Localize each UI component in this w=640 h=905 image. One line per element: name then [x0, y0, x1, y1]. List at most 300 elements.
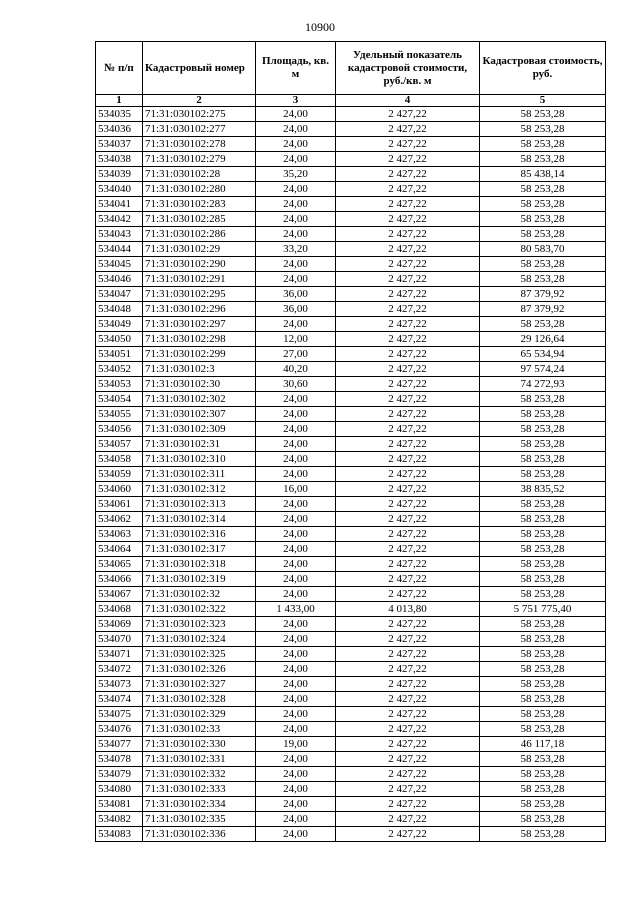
area-cell: 24,00 — [256, 662, 336, 677]
cadastral-value-cell: 87 379,92 — [480, 302, 606, 317]
area-cell: 24,00 — [256, 497, 336, 512]
cadastral-value-cell: 38 835,52 — [480, 482, 606, 497]
specific-value-cell: 2 427,22 — [336, 707, 480, 722]
area-cell: 24,00 — [256, 182, 336, 197]
table-row — [96, 182, 606, 197]
row-number-cell: 534069 — [96, 617, 143, 632]
row-number-cell: 534082 — [96, 812, 143, 827]
table-body — [96, 107, 606, 842]
cadastral-value-cell: 65 534,94 — [480, 347, 606, 362]
cadastral-number-cell: 71:31:030102:298 — [143, 332, 256, 347]
specific-value-cell: 2 427,22 — [336, 617, 480, 632]
row-number-cell: 534072 — [96, 662, 143, 677]
area-cell: 40,20 — [256, 362, 336, 377]
specific-value-cell: 2 427,22 — [336, 812, 480, 827]
row-number-cell: 534061 — [96, 497, 143, 512]
table-row — [96, 707, 606, 722]
cadastral-value-cell: 29 126,64 — [480, 332, 606, 347]
area-cell: 35,20 — [256, 167, 336, 182]
cadastral-number-cell: 71:31:030102:285 — [143, 212, 256, 227]
area-cell: 30,60 — [256, 377, 336, 392]
row-number-cell: 534068 — [96, 602, 143, 617]
table-row — [96, 257, 606, 272]
header-cadastral-value: Кадастровая стоимость, руб. — [480, 42, 606, 95]
column-number: 5 — [480, 95, 606, 107]
table-row — [96, 542, 606, 557]
specific-value-cell: 2 427,22 — [336, 767, 480, 782]
specific-value-cell: 2 427,22 — [336, 137, 480, 152]
area-cell: 24,00 — [256, 722, 336, 737]
specific-value-cell: 2 427,22 — [336, 227, 480, 242]
cadastral-number-cell: 71:31:030102:309 — [143, 422, 256, 437]
specific-value-cell: 2 427,22 — [336, 302, 480, 317]
area-cell: 24,00 — [256, 422, 336, 437]
cadastral-value-cell: 5 751 775,40 — [480, 602, 606, 617]
cadastral-value-cell: 58 253,28 — [480, 227, 606, 242]
area-cell: 24,00 — [256, 392, 336, 407]
table-row — [96, 122, 606, 137]
header-cadastral-number: Кадастровый номер — [143, 42, 256, 95]
table-row — [96, 722, 606, 737]
table-row — [96, 677, 606, 692]
area-cell: 24,00 — [256, 107, 336, 122]
cadastral-value-cell: 58 253,28 — [480, 212, 606, 227]
specific-value-cell: 2 427,22 — [336, 797, 480, 812]
table-row — [96, 437, 606, 452]
specific-value-cell: 2 427,22 — [336, 257, 480, 272]
cadastral-value-cell: 58 253,28 — [480, 647, 606, 662]
column-number: 1 — [96, 95, 143, 107]
cadastral-value-table — [95, 41, 606, 842]
area-cell: 24,00 — [256, 827, 336, 842]
cadastral-number-cell: 71:31:030102:283 — [143, 197, 256, 212]
area-cell: 24,00 — [256, 197, 336, 212]
specific-value-cell: 2 427,22 — [336, 632, 480, 647]
area-cell: 1 433,00 — [256, 602, 336, 617]
specific-value-cell: 2 427,22 — [336, 347, 480, 362]
cadastral-number-cell: 71:31:030102:33 — [143, 722, 256, 737]
cadastral-value-cell: 58 253,28 — [480, 317, 606, 332]
table-row — [96, 827, 606, 842]
specific-value-cell: 2 427,22 — [336, 452, 480, 467]
area-cell: 24,00 — [256, 227, 336, 242]
table-row — [96, 347, 606, 362]
table-row — [96, 452, 606, 467]
specific-value-cell: 2 427,22 — [336, 677, 480, 692]
table-row — [96, 272, 606, 287]
column-number: 3 — [256, 95, 336, 107]
row-number-cell: 534075 — [96, 707, 143, 722]
row-number-cell: 534043 — [96, 227, 143, 242]
table-row — [96, 107, 606, 122]
area-cell: 12,00 — [256, 332, 336, 347]
cadastral-value-cell: 58 253,28 — [480, 827, 606, 842]
cadastral-number-cell: 71:31:030102:335 — [143, 812, 256, 827]
cadastral-number-cell: 71:31:030102:275 — [143, 107, 256, 122]
column-number-row — [96, 95, 606, 107]
table-row — [96, 137, 606, 152]
row-number-cell: 534071 — [96, 647, 143, 662]
area-cell: 24,00 — [256, 752, 336, 767]
specific-value-cell: 2 427,22 — [336, 152, 480, 167]
cadastral-number-cell: 71:31:030102:277 — [143, 122, 256, 137]
cadastral-number-cell: 71:31:030102:291 — [143, 272, 256, 287]
area-cell: 24,00 — [256, 512, 336, 527]
row-number-cell: 534045 — [96, 257, 143, 272]
table-row — [96, 617, 606, 632]
cadastral-value-cell: 58 253,28 — [480, 437, 606, 452]
row-number-cell: 534083 — [96, 827, 143, 842]
specific-value-cell: 2 427,22 — [336, 407, 480, 422]
row-number-cell: 534038 — [96, 152, 143, 167]
row-number-cell: 534052 — [96, 362, 143, 377]
cadastral-value-cell: 58 253,28 — [480, 692, 606, 707]
row-number-cell: 534054 — [96, 392, 143, 407]
specific-value-cell: 2 427,22 — [336, 737, 480, 752]
cadastral-value-cell: 58 253,28 — [480, 617, 606, 632]
area-cell: 24,00 — [256, 587, 336, 602]
specific-value-cell: 2 427,22 — [336, 542, 480, 557]
cadastral-value-cell: 58 253,28 — [480, 197, 606, 212]
area-cell: 24,00 — [256, 452, 336, 467]
cadastral-value-cell: 58 253,28 — [480, 122, 606, 137]
cadastral-value-cell: 58 253,28 — [480, 782, 606, 797]
cadastral-value-cell: 58 253,28 — [480, 797, 606, 812]
row-number-cell: 534060 — [96, 482, 143, 497]
cadastral-number-cell: 71:31:030102:322 — [143, 602, 256, 617]
row-number-cell: 534059 — [96, 467, 143, 482]
row-number-cell: 534041 — [96, 197, 143, 212]
area-cell: 24,00 — [256, 707, 336, 722]
table-row — [96, 407, 606, 422]
cadastral-number-cell: 71:31:030102:3 — [143, 362, 256, 377]
specific-value-cell: 2 427,22 — [336, 557, 480, 572]
cadastral-number-cell: 71:31:030102:326 — [143, 662, 256, 677]
cadastral-number-cell: 71:31:030102:290 — [143, 257, 256, 272]
cadastral-number-cell: 71:31:030102:332 — [143, 767, 256, 782]
cadastral-number-cell: 71:31:030102:323 — [143, 617, 256, 632]
cadastral-value-cell: 58 253,28 — [480, 467, 606, 482]
table-row — [96, 242, 606, 257]
page-number: 10900 — [305, 20, 335, 34]
area-cell: 24,00 — [256, 272, 336, 287]
row-number-cell: 534050 — [96, 332, 143, 347]
area-cell: 36,00 — [256, 287, 336, 302]
cadastral-value-cell: 58 253,28 — [480, 107, 606, 122]
table-row — [96, 227, 606, 242]
area-cell: 24,00 — [256, 767, 336, 782]
cadastral-number-cell: 71:31:030102:334 — [143, 797, 256, 812]
specific-value-cell: 2 427,22 — [336, 197, 480, 212]
table-row — [96, 512, 606, 527]
column-number: 4 — [336, 95, 480, 107]
cadastral-value-cell: 58 253,28 — [480, 572, 606, 587]
row-number-cell: 534049 — [96, 317, 143, 332]
area-cell: 24,00 — [256, 542, 336, 557]
cadastral-number-cell: 71:31:030102:280 — [143, 182, 256, 197]
row-number-cell: 534051 — [96, 347, 143, 362]
table-row — [96, 812, 606, 827]
specific-value-cell: 2 427,22 — [336, 692, 480, 707]
area-cell: 24,00 — [256, 212, 336, 227]
row-number-cell: 534039 — [96, 167, 143, 182]
cadastral-value-cell: 58 253,28 — [480, 662, 606, 677]
area-cell: 19,00 — [256, 737, 336, 752]
cadastral-value-cell: 58 253,28 — [480, 527, 606, 542]
cadastral-number-cell: 71:31:030102:312 — [143, 482, 256, 497]
table-row — [96, 332, 606, 347]
area-cell: 24,00 — [256, 797, 336, 812]
table-row — [96, 752, 606, 767]
cadastral-number-cell: 71:31:030102:314 — [143, 512, 256, 527]
row-number-cell: 534057 — [96, 437, 143, 452]
specific-value-cell: 2 427,22 — [336, 287, 480, 302]
area-cell: 24,00 — [256, 632, 336, 647]
area-cell: 24,00 — [256, 407, 336, 422]
area-cell: 24,00 — [256, 152, 336, 167]
specific-value-cell: 2 427,22 — [336, 572, 480, 587]
specific-value-cell: 2 427,22 — [336, 107, 480, 122]
specific-value-cell: 2 427,22 — [336, 497, 480, 512]
specific-value-cell: 2 427,22 — [336, 782, 480, 797]
row-number-cell: 534035 — [96, 107, 143, 122]
row-number-cell: 534044 — [96, 242, 143, 257]
specific-value-cell: 2 427,22 — [336, 272, 480, 287]
cadastral-number-cell: 71:31:030102:319 — [143, 572, 256, 587]
specific-value-cell: 2 427,22 — [336, 467, 480, 482]
cadastral-number-cell: 71:31:030102:336 — [143, 827, 256, 842]
table-row — [96, 662, 606, 677]
row-number-cell: 534055 — [96, 407, 143, 422]
cadastral-value-cell: 58 253,28 — [480, 152, 606, 167]
row-number-cell: 534036 — [96, 122, 143, 137]
row-number-cell: 534079 — [96, 767, 143, 782]
header-specific-value: Удельный показатель кадастровой стоимости, руб./кв. м — [336, 42, 480, 95]
table-row — [96, 152, 606, 167]
cadastral-number-cell: 71:31:030102:286 — [143, 227, 256, 242]
table-row — [96, 797, 606, 812]
table-row — [96, 692, 606, 707]
cadastral-value-cell: 58 253,28 — [480, 452, 606, 467]
table-row — [96, 767, 606, 782]
cadastral-value-cell: 58 253,28 — [480, 812, 606, 827]
specific-value-cell: 2 427,22 — [336, 317, 480, 332]
cadastral-number-cell: 71:31:030102:317 — [143, 542, 256, 557]
area-cell: 24,00 — [256, 782, 336, 797]
row-number-cell: 534063 — [96, 527, 143, 542]
cadastral-value-cell: 58 253,28 — [480, 392, 606, 407]
table-row — [96, 362, 606, 377]
specific-value-cell: 4 013,80 — [336, 602, 480, 617]
area-cell: 24,00 — [256, 692, 336, 707]
row-number-cell: 534080 — [96, 782, 143, 797]
specific-value-cell: 2 427,22 — [336, 392, 480, 407]
area-cell: 24,00 — [256, 137, 336, 152]
cadastral-value-cell: 58 253,28 — [480, 557, 606, 572]
specific-value-cell: 2 427,22 — [336, 377, 480, 392]
cadastral-value-cell: 58 253,28 — [480, 182, 606, 197]
cadastral-value-cell: 58 253,28 — [480, 677, 606, 692]
cadastral-value-cell: 58 253,28 — [480, 497, 606, 512]
cadastral-number-cell: 71:31:030102:295 — [143, 287, 256, 302]
cadastral-number-cell: 71:31:030102:31 — [143, 437, 256, 452]
table-row — [96, 737, 606, 752]
row-number-cell: 534058 — [96, 452, 143, 467]
table-row — [96, 482, 606, 497]
row-number-cell: 534066 — [96, 572, 143, 587]
cadastral-number-cell: 71:31:030102:324 — [143, 632, 256, 647]
table-row — [96, 632, 606, 647]
specific-value-cell: 2 427,22 — [336, 122, 480, 137]
row-number-cell: 534062 — [96, 512, 143, 527]
cadastral-value-cell: 46 117,18 — [480, 737, 606, 752]
specific-value-cell: 2 427,22 — [336, 827, 480, 842]
area-cell: 27,00 — [256, 347, 336, 362]
cadastral-value-cell: 58 253,28 — [480, 422, 606, 437]
cadastral-value-cell: 74 272,93 — [480, 377, 606, 392]
cadastral-value-cell: 58 253,28 — [480, 767, 606, 782]
cadastral-number-cell: 71:31:030102:29 — [143, 242, 256, 257]
cadastral-number-cell: 71:31:030102:333 — [143, 782, 256, 797]
area-cell: 24,00 — [256, 317, 336, 332]
specific-value-cell: 2 427,22 — [336, 587, 480, 602]
table-row — [96, 317, 606, 332]
cadastral-number-cell: 71:31:030102:297 — [143, 317, 256, 332]
area-cell: 24,00 — [256, 647, 336, 662]
cadastral-number-cell: 71:31:030102:331 — [143, 752, 256, 767]
area-cell: 24,00 — [256, 467, 336, 482]
table-row — [96, 647, 606, 662]
row-number-cell: 534078 — [96, 752, 143, 767]
cadastral-number-cell: 71:31:030102:302 — [143, 392, 256, 407]
table-row — [96, 392, 606, 407]
cadastral-value-cell: 58 253,28 — [480, 257, 606, 272]
cadastral-number-cell: 71:31:030102:311 — [143, 467, 256, 482]
area-cell: 24,00 — [256, 122, 336, 137]
cadastral-value-cell: 58 253,28 — [480, 722, 606, 737]
row-number-cell: 534065 — [96, 557, 143, 572]
specific-value-cell: 2 427,22 — [336, 647, 480, 662]
header-area: Площадь, кв. м — [256, 42, 336, 95]
cadastral-number-cell: 71:31:030102:329 — [143, 707, 256, 722]
specific-value-cell: 2 427,22 — [336, 167, 480, 182]
cadastral-value-cell: 58 253,28 — [480, 407, 606, 422]
cadastral-value-cell: 58 253,28 — [480, 632, 606, 647]
row-number-cell: 534073 — [96, 677, 143, 692]
table-row — [96, 167, 606, 182]
area-cell: 24,00 — [256, 572, 336, 587]
cadastral-value-cell: 97 574,24 — [480, 362, 606, 377]
cadastral-value-cell: 58 253,28 — [480, 272, 606, 287]
specific-value-cell: 2 427,22 — [336, 662, 480, 677]
table-row — [96, 287, 606, 302]
area-cell: 33,20 — [256, 242, 336, 257]
cadastral-number-cell: 71:31:030102:327 — [143, 677, 256, 692]
row-number-cell: 534077 — [96, 737, 143, 752]
table-row — [96, 497, 606, 512]
row-number-cell: 534048 — [96, 302, 143, 317]
area-cell: 24,00 — [256, 257, 336, 272]
row-number-cell: 534081 — [96, 797, 143, 812]
row-number-cell: 534074 — [96, 692, 143, 707]
table-row — [96, 422, 606, 437]
cadastral-number-cell: 71:31:030102:325 — [143, 647, 256, 662]
cadastral-number-cell: 71:31:030102:313 — [143, 497, 256, 512]
specific-value-cell: 2 427,22 — [336, 527, 480, 542]
table-row — [96, 377, 606, 392]
row-number-cell: 534064 — [96, 542, 143, 557]
column-number: 2 — [143, 95, 256, 107]
row-number-cell: 534037 — [96, 137, 143, 152]
specific-value-cell: 2 427,22 — [336, 512, 480, 527]
cadastral-value-cell: 80 583,70 — [480, 242, 606, 257]
row-number-cell: 534042 — [96, 212, 143, 227]
specific-value-cell: 2 427,22 — [336, 752, 480, 767]
cadastral-value-cell: 58 253,28 — [480, 707, 606, 722]
specific-value-cell: 2 427,22 — [336, 722, 480, 737]
cadastral-value-cell: 58 253,28 — [480, 587, 606, 602]
area-cell: 24,00 — [256, 437, 336, 452]
cadastral-number-cell: 71:31:030102:299 — [143, 347, 256, 362]
cadastral-number-cell: 71:31:030102:296 — [143, 302, 256, 317]
specific-value-cell: 2 427,22 — [336, 242, 480, 257]
row-number-cell: 534067 — [96, 587, 143, 602]
area-cell: 24,00 — [256, 527, 336, 542]
specific-value-cell: 2 427,22 — [336, 422, 480, 437]
cadastral-number-cell: 71:31:030102:30 — [143, 377, 256, 392]
cadastral-value-cell: 58 253,28 — [480, 137, 606, 152]
table-row — [96, 602, 606, 617]
specific-value-cell: 2 427,22 — [336, 332, 480, 347]
table-row — [96, 557, 606, 572]
cadastral-value-cell: 58 253,28 — [480, 512, 606, 527]
cadastral-number-cell: 71:31:030102:278 — [143, 137, 256, 152]
row-number-cell: 534040 — [96, 182, 143, 197]
cadastral-value-cell: 85 438,14 — [480, 167, 606, 182]
table-row — [96, 782, 606, 797]
area-cell: 24,00 — [256, 557, 336, 572]
cadastral-value-cell: 58 253,28 — [480, 752, 606, 767]
cadastral-value-cell: 87 379,92 — [480, 287, 606, 302]
specific-value-cell: 2 427,22 — [336, 362, 480, 377]
table-row — [96, 587, 606, 602]
area-cell: 16,00 — [256, 482, 336, 497]
table-row — [96, 572, 606, 587]
cadastral-number-cell: 71:31:030102:318 — [143, 557, 256, 572]
cadastral-number-cell: 71:31:030102:32 — [143, 587, 256, 602]
row-number-cell: 534076 — [96, 722, 143, 737]
area-cell: 24,00 — [256, 617, 336, 632]
table-header-row — [96, 42, 606, 95]
table-row — [96, 527, 606, 542]
cadastral-value-cell: 58 253,28 — [480, 542, 606, 557]
row-number-cell: 534046 — [96, 272, 143, 287]
table-row — [96, 302, 606, 317]
cadastral-number-cell: 71:31:030102:279 — [143, 152, 256, 167]
table-row — [96, 197, 606, 212]
specific-value-cell: 2 427,22 — [336, 437, 480, 452]
specific-value-cell: 2 427,22 — [336, 482, 480, 497]
header-row-number: № п/п — [96, 42, 143, 95]
cadastral-number-cell: 71:31:030102:328 — [143, 692, 256, 707]
cadastral-number-cell: 71:31:030102:316 — [143, 527, 256, 542]
specific-value-cell: 2 427,22 — [336, 212, 480, 227]
table-row — [96, 212, 606, 227]
specific-value-cell: 2 427,22 — [336, 182, 480, 197]
area-cell: 24,00 — [256, 812, 336, 827]
row-number-cell: 534056 — [96, 422, 143, 437]
row-number-cell: 534070 — [96, 632, 143, 647]
